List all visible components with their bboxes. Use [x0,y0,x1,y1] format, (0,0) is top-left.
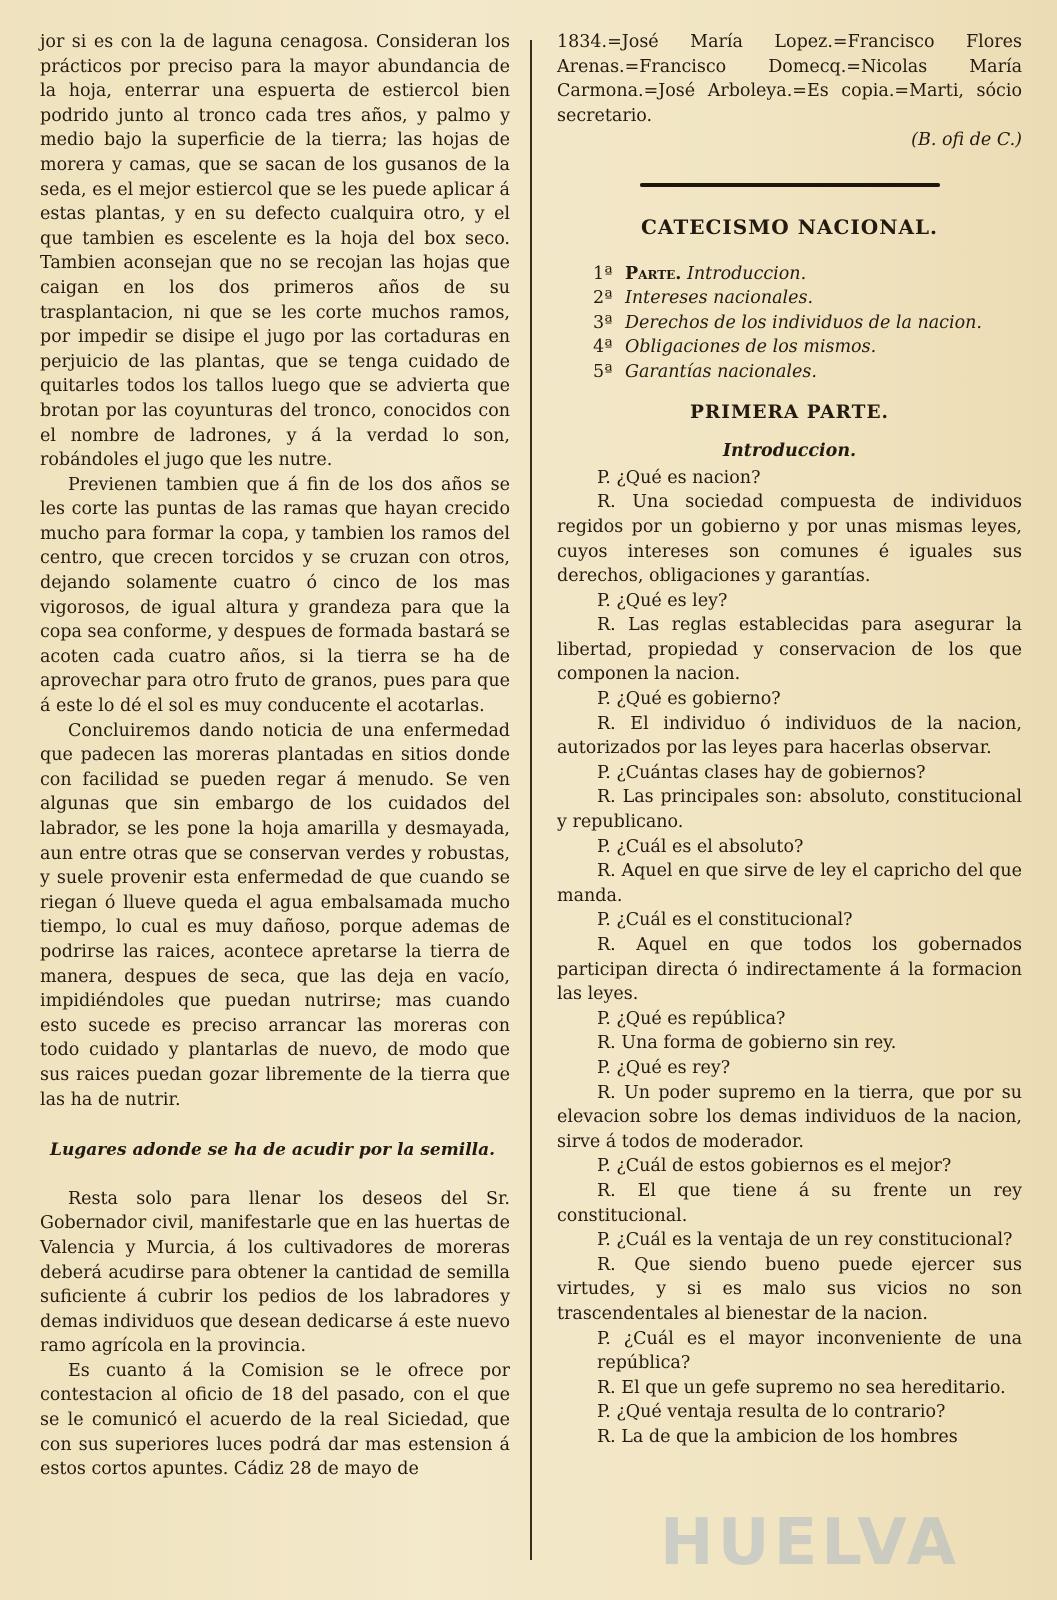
answer: R. Una sociedad compuesta de individuos regidos por un gobierno y por unas mismas leyes, cuyos intereses son comunes é iguales sus derechos, obligaciones y garantías. [557,492,1022,587]
signatures: 1834.=José María Lopez.=Francisco Flores Arenas.=Francisco Domecq.=Nicolas María Carmona.=José Arboleya.=Es copia.=Marti, sócio secretario. [557,32,1022,126]
paragraph: jor si es con la de laguna cenagosa. Consideran los prácticos por preciso para la mayor abundancia de la hoja, enterrar una espuerta de estiercol bien podrido junto al tronco cada tres años, y palmo y medio bajo la superficie de la tierra; las hojas de morera y camas, que se sacan de los gusanos de la seda, es el mejor estiercol que se les puede aplicar á estas plantas, y en su defecto cualquira otro, y el que tambien es escelente es la hoja del box seco. Tambien aconsejan que no se recojan las hojas que caigan en los dos primeros años de su trasplantacion, ni que se les corte muchos ramos, por impedir se disipe el jugo por las cortaduras en perjuicio de las plantas, que se tenga cuidado de quitarles todos los tallos luego que se advierta que brotan por las coyunturas del tronco, conocidos con el nombre de ladrones, y á la verdad lo son, robándoles el jugo que les nutre. [40,32,510,471]
toc-item: 1ª Parte. Introduccion. [593,263,807,284]
question: P. ¿Qué es rey? [597,1057,731,1078]
question: P. ¿Cuántas clases hay de gobiernos? [597,762,926,783]
sub-title: Introduccion. [722,441,857,462]
answer: R. Aquel en que todos los gobernados participan directa ó indirectamente á la formacion las leyes. [557,935,1022,1005]
table-of-contents [593,262,1022,385]
paragraph: Previenen tambien que á fin de los dos años se les corte las puntas de las ramas que hayan crecido mucho para formar la copa, y tambien los ramos del centro, que crecen torcidos y se cruzan con otros, dejando solamente cuatro ó cinco de los mas vigorosos, de igual altura y grandeza para que la copa sea conforme, y despues de formada bastará se acoten cada cuatro años, si la tierra se ha de aprovechar para otro fruto de granos, pues para que á este lo dé el sol es muy conducente el acotarlas. [40,474,510,717]
answer: R. La de que la ambicion de los hombres [597,1426,958,1447]
part-title: PRIMERA PARTE. [690,401,889,423]
left-column [40,30,510,1482]
answer: R. Una forma de gobierno sin rey. [597,1033,897,1054]
answer: R. El que tiene á su frente un rey constitucional. [557,1180,1022,1226]
answer: R. Un poder supremo en la tierra, que por su elevacion sobre los demas individuos de la nacion, sirve á todos de moderador. [557,1082,1022,1152]
source-citation: (B. ofi de C.) [911,130,1022,151]
toc-item: 3ª Derechos de los individuos de la nacion. [593,312,982,333]
answer: R. Las reglas establecidas para asegurar la libertad, propiedad y conservacion de los que componen la nacion. [557,615,1022,685]
answer: R. Las principales son: absoluto, constitucional y republicano. [557,787,1022,833]
question: P. ¿Cuál es la ventaja de un rey constitucional? [597,1230,1013,1251]
paragraph: Concluiremos dando noticia de una enfermedad que padecen las moreras plantadas en sitios donde con facilidad se pueden regar á menudo. Se ven algunas que sin embargo de los cuidados del labrador, se les pone la hoja amarilla y desmayada, aun entre otras que se conservan verdes y robustas, y suele provenir esta enfermedad de que cuando se riegan ó llueve queda el agua embalsamada mucho tiempo, lo cual es muy dañoso, porque ademas de podrirse las raices, acontece apretarse la tierra de manera, despues de seca, que las deja en vacío, impidiéndoles que puedan nutrirse; mas cuando esto sucede es preciso arrancar las moreras con todo cuidado y plantarlas de nuevo, de modo que sus raices puedan gozar libremente de la tierra que las ha de nutrir. [40,720,510,1110]
answer: R. Que siendo bueno puede ejercer sus virtudes, y si es malo sus vicios no son trascendentales al bienestar de la nacion. [557,1254,1022,1324]
answer: R. El que un gefe supremo no sea hereditario. [597,1377,1006,1398]
toc-item: 5ª Garantías nacionales. [593,361,817,382]
question: P. ¿Cuál de estos gobiernos es el mejor? [597,1156,952,1177]
column-divider [530,40,532,1560]
paragraph: Es cuanto á la Comision se le ofrece por contestacion al oficio de 18 del pasado, con el que se le comunicó el acuerdo de la real Siciedad, que con sus superiores luces podrá dar mas estension á estos cortos apuntes. Cádiz 28 de mayo de [40,1360,510,1480]
section-divider [640,183,940,187]
answer: R. El individuo ó individuos de la nacion, autorizados por las leyes para hacerlas observar. [557,713,1022,759]
question: P. ¿Qué es ley? [597,590,728,611]
question: P. ¿Cuál es el absoluto? [597,836,804,857]
library-watermark: HUELVA [660,1506,960,1580]
section-heading: Lugares adonde se ha de acudir por la semilla. [50,1140,496,1161]
right-column [557,30,1022,1449]
toc-item: 4ª Obligaciones de los mismos. [593,337,877,358]
qa-list [557,466,1022,1450]
question: P. ¿Qué es gobierno? [597,689,781,710]
question: P. ¿Qué es nacion? [597,467,761,488]
answer: R. Aquel en que sirve de ley el capricho del que manda. [557,861,1022,906]
question: P. ¿Qué es república? [597,1008,786,1029]
question: P. ¿Cuál es el mayor inconveniente de una república? [597,1328,1022,1374]
catechism-title: CATECISMO NACIONAL. [640,214,939,239]
question: P. ¿Cuál es el constitucional? [597,910,853,931]
paragraph: Resta solo para llenar los deseos del Sr. Gobernador civil, manifestarle que en las huertas de Valencia y Murcia, á los cultivadores de moreras deberá acudirse para obtener la cantidad de semilla suficiente á cubrir los pedios de los labradores y demas individuos que desean dedicarse á este nuevo ramo agrícola en la provincia. [40,1188,510,1357]
toc-item: 2ª Intereses nacionales. [593,288,814,309]
question: P. ¿Qué ventaja resulta de lo contrario? [597,1402,946,1423]
